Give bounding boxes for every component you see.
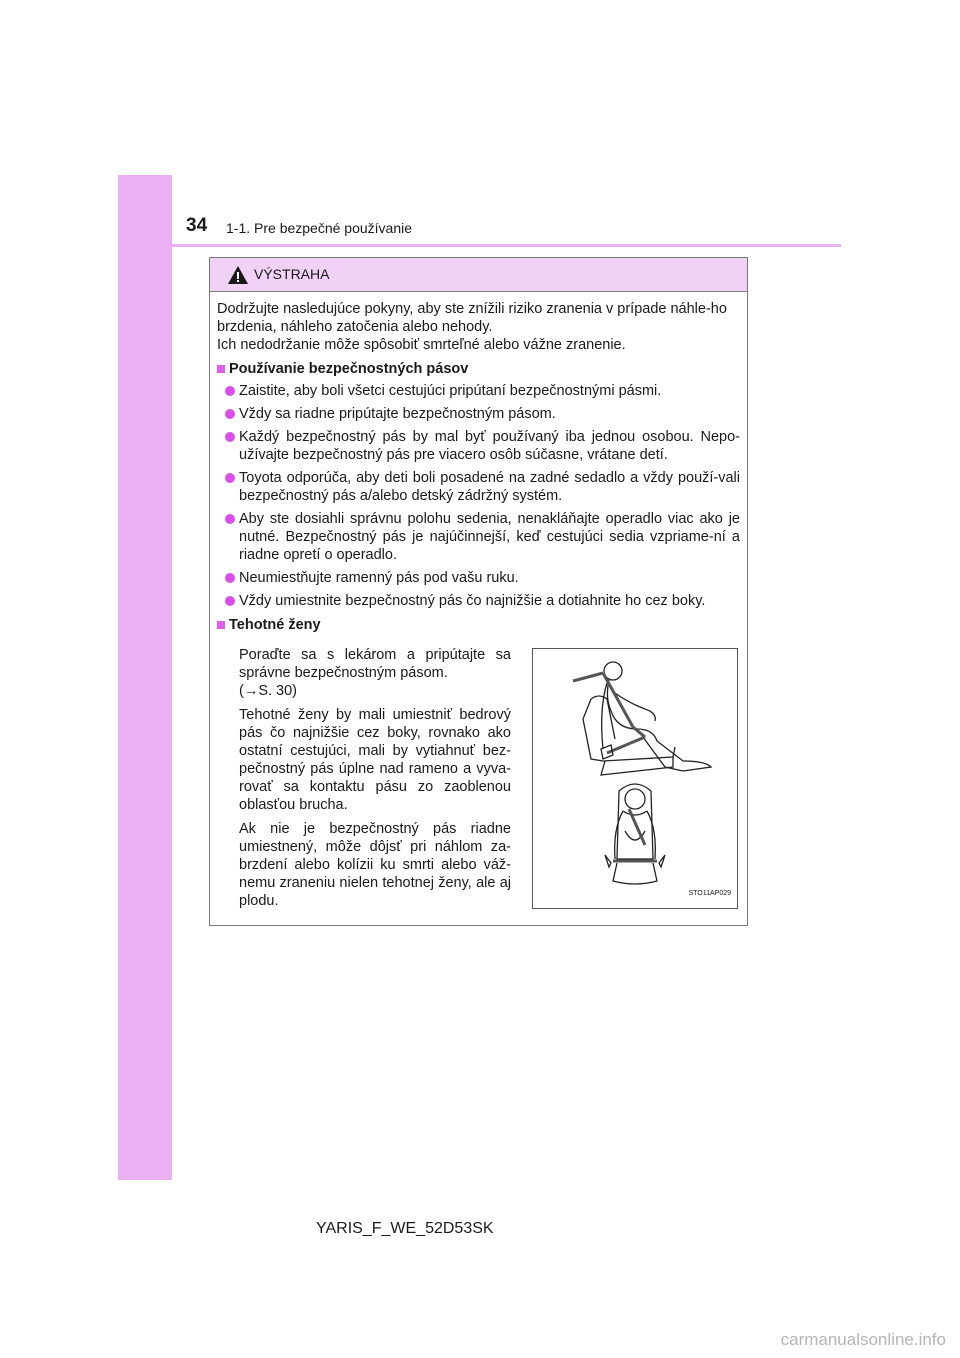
list-item <box>217 592 740 610</box>
warning-header <box>210 258 747 292</box>
chapter-title: 1-1. Pre bezpečné používanie <box>226 220 413 236</box>
pregnant-section <box>217 638 740 928</box>
warning-intro <box>217 300 740 354</box>
list-item-text: Vždy sa riadne pripútajte bezpečnostným pásom. <box>239 406 556 422</box>
side-tab-bar <box>118 175 172 1180</box>
pregnant-para-1-text: Poraďte sa s lekárom a pripútajte sa správne bezpečnostným pásom. <box>239 647 511 681</box>
list-item <box>217 510 740 564</box>
seatbelt-list <box>217 382 740 610</box>
list-item-text: Neumiestňujte ramenný pás pod vašu ruku. <box>239 570 519 586</box>
list-item <box>217 405 740 423</box>
pregnant-woman-seatbelt-icon <box>533 649 737 908</box>
bullet-dot-icon <box>225 596 235 606</box>
pregnant-seatbelt-illustration <box>532 648 738 909</box>
list-item-text: Vždy umiestnite bezpečnostný pás čo najnižšie a dotiahnite ho cez boky. <box>239 593 706 609</box>
list-item-text: Toyota odporúča, aby deti boli posadené na zadné sedadlo a vždy použí-vali bezpečnostný pás a/alebo detský zádržný systém. <box>239 470 740 504</box>
bullet-dot-icon <box>225 514 235 524</box>
section-heading-pregnant <box>217 616 740 634</box>
bullet-dot-icon <box>225 432 235 442</box>
document-code: YARIS_F_WE_52D53SK <box>316 1220 494 1237</box>
warning-body <box>210 292 747 928</box>
list-item <box>217 569 740 587</box>
warning-box <box>209 257 748 926</box>
list-item <box>217 428 740 464</box>
square-bullet-icon <box>217 621 225 629</box>
warning-title: VÝSTRAHA <box>254 266 330 282</box>
list-item-text: Zaistite, aby boli všetci cestujúci pripútaní bezpečnostnými pásmi. <box>239 383 662 399</box>
header-rule <box>172 244 841 247</box>
bullet-dot-icon <box>225 573 235 583</box>
pregnant-text <box>239 646 511 916</box>
page-number: 34 <box>186 215 208 236</box>
page-reference: (→S. 30) <box>239 683 298 699</box>
intro-consequence: Ich nedodržanie môže spôsobiť smrteľné alebo vážne zranenie. <box>217 337 626 353</box>
section-heading-seatbelts <box>217 360 740 378</box>
list-item <box>217 382 740 400</box>
bullet-dot-icon <box>225 473 235 483</box>
illustration-code: STO11AP029 <box>688 890 731 897</box>
bullet-dot-icon <box>225 386 235 396</box>
list-item-text: Každý bezpečnostný pás by mal byť používaný iba jednou osobou. Nepo-užívajte bezpečnostný pás pre viacero osôb súčasne, vrátane detí. <box>239 429 740 463</box>
watermark[interactable]: carmanualsonline.info <box>780 1330 946 1349</box>
pregnant-para-1 <box>239 646 511 700</box>
square-bullet-icon <box>217 365 225 373</box>
warning-triangle-icon <box>227 265 249 285</box>
bullet-dot-icon <box>225 409 235 419</box>
pregnant-para-3: Ak nie je bezpečnostný pás riadne umiestnený, môže dôjsť pri náhlom za-brzdení alebo kolízii ku smrti alebo váž-nemu zraneniu nielen tehotnej ženy, ale aj plodu. <box>239 821 511 909</box>
section-heading-label: Používanie bezpečnostných pásov <box>229 361 469 377</box>
intro-text: Dodržujte nasledujúce pokyny, aby ste znížili riziko zranenia v prípade náhle-ho brzdenia, náhleho zatočenia alebo nehody. <box>217 301 727 335</box>
section-heading-label: Tehotné ženy <box>229 617 321 633</box>
list-item <box>217 469 740 505</box>
list-item-text: Aby ste dosiahli správnu polohu sedenia, nenakláňajte operadlo viac ako je nutné. Bezpečnostný pás je najúčinnejší, keď cestujúci sedia vzpriame-ní a riadne opretí o operadlo. <box>239 511 740 563</box>
pregnant-para-2: Tehotné ženy by mali umiestniť bedrový pás čo najnižšie cez boky, rovnako ako ostatní cestujúci, mali by vytiahnuť bez-pečnostný pás úplne nad rameno a vyva-rovať sa kontaktu pásu zo zaoblenou oblasťou brucha. <box>239 707 511 813</box>
